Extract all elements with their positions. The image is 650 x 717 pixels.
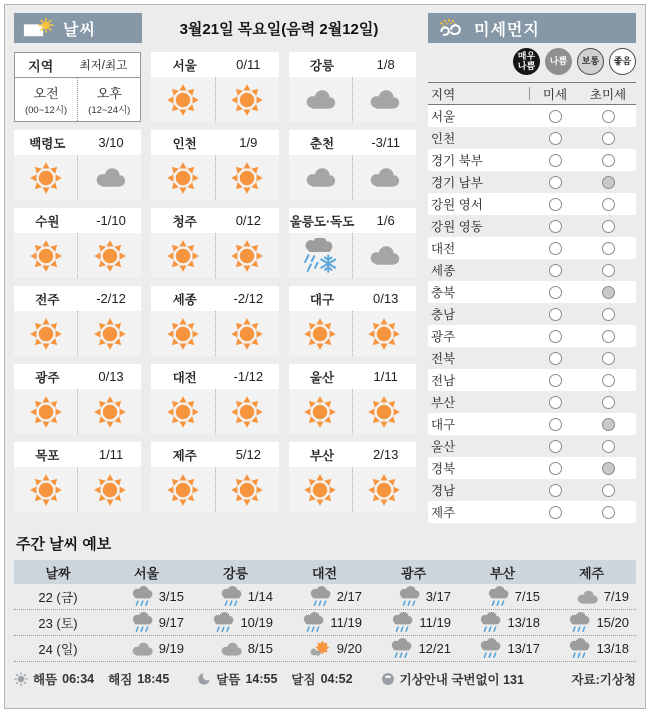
sun-icon [93, 317, 127, 351]
city-name: 청주 [172, 214, 197, 229]
city-min-max-temp: 0/13 [373, 291, 399, 306]
ultrafine-dust-level-dot [602, 440, 615, 453]
rain-icon [211, 612, 235, 634]
dust-table [428, 105, 636, 523]
dust-region: 경북 [431, 462, 456, 476]
cloud-icon [367, 244, 401, 266]
city-name: 목포 [35, 448, 60, 463]
city-min-max-temp: -1/10 [96, 213, 126, 228]
city-min-max-temp: -2/12 [96, 291, 126, 306]
dust-title: 미세먼지 [474, 21, 540, 39]
city-weather-cell [151, 130, 278, 200]
sunrise-label: 해뜸 [33, 673, 58, 687]
sun-icon [166, 395, 200, 429]
sun-icon [230, 395, 264, 429]
dust-legend [428, 43, 636, 82]
fine-dust-level-dot [549, 154, 562, 167]
rain-icon [567, 612, 591, 634]
city-weather-cell [289, 130, 416, 200]
dust-region: 충북 [431, 286, 456, 300]
dust-row [428, 457, 636, 479]
dust-region: 서울 [431, 110, 456, 124]
city-name: 울릉도·독도 [289, 214, 355, 229]
dust-region: 전북 [431, 352, 456, 366]
rain-icon [486, 586, 510, 608]
sun-icon [93, 473, 127, 507]
dust-region: 대구 [431, 418, 456, 432]
sun-icon [230, 83, 264, 117]
weekly-temp: 9/19 [158, 640, 184, 656]
city-name: 제주 [172, 448, 197, 463]
ultrafine-dust-level-dot [602, 418, 615, 431]
sun-icon [303, 395, 337, 429]
weekly-table-body [14, 584, 636, 662]
weekly-row [14, 584, 636, 610]
weekly-forecast-title: 주간 날씨 예보 [16, 536, 112, 553]
dust-row [428, 259, 636, 281]
city-min-max-temp: -1/12 [233, 369, 264, 384]
cloud-icon [575, 589, 599, 605]
legend-pm-hours: (12~24시) [88, 105, 131, 116]
dust-header-fine: 미세 [542, 87, 568, 102]
city-weather-cell [14, 286, 141, 356]
sun-icon [230, 239, 264, 273]
sunset-time: 18:45 [137, 672, 170, 686]
city-name: 부산 [309, 448, 335, 463]
rain-icon [478, 612, 502, 634]
city-min-max-temp: 3/10 [98, 135, 124, 150]
city-name: 전주 [35, 292, 60, 307]
dust-row [428, 215, 636, 237]
rain-icon [130, 586, 154, 608]
city-min-max-temp: 1/11 [373, 369, 398, 384]
rain-icon [397, 586, 421, 608]
city-weather-cell [289, 364, 416, 434]
weather-info-line [381, 670, 524, 688]
dust-region: 전남 [431, 374, 456, 388]
legend-am-hours: (00~12시) [24, 105, 68, 116]
sunset-label: 해짐 [108, 673, 133, 687]
cloud-icon [367, 88, 401, 110]
dust-region: 부산 [431, 396, 456, 410]
weekly-temp: 3/17 [425, 589, 451, 604]
city-name: 대전 [172, 370, 197, 385]
legend-pm-column [77, 78, 140, 121]
weekly-temp: 15/20 [596, 615, 629, 630]
fine-dust-level-dot [549, 176, 562, 189]
legend-region-label: 지역 [28, 58, 54, 74]
sun-icon [230, 317, 264, 351]
fine-dust-level-dot [549, 330, 562, 343]
cloud-icon [219, 641, 243, 657]
city-min-max-temp: -2/12 [233, 291, 264, 306]
dust-row [428, 501, 636, 523]
ultrafine-dust-level-dot [602, 286, 615, 299]
fine-dust-level-dot [549, 440, 562, 453]
city-min-max-temp: 1/8 [376, 57, 395, 72]
city-name: 춘천 [309, 136, 335, 151]
fine-dust-level-dot [549, 198, 562, 211]
fine-dust-level-dot [549, 220, 562, 233]
city-min-max-temp: 1/11 [98, 447, 124, 462]
sun-times [14, 670, 169, 688]
city-weather-cell [151, 442, 278, 512]
city-min-max-temp: 0/13 [98, 369, 124, 384]
weekly-temp: 7/19 [603, 588, 629, 604]
weekly-temp: 2/17 [336, 589, 362, 604]
ultrafine-dust-level-dot [602, 198, 615, 211]
weekly-temp: 10/19 [240, 615, 273, 630]
city-min-max-temp: 0/11 [236, 57, 261, 72]
city-weather-grid [14, 52, 416, 512]
dust-section-header [428, 13, 636, 43]
sun-icon [166, 161, 200, 195]
city-weather-cell [14, 442, 141, 512]
dust-region: 인천 [431, 132, 456, 146]
dust-row [428, 193, 636, 215]
city-min-max-temp: 5/12 [235, 447, 261, 462]
dust-table-header [428, 82, 636, 105]
moonrise-time: 14:55 [245, 672, 278, 686]
dust-row [428, 325, 636, 347]
ultrafine-dust-level-dot [602, 132, 615, 145]
sun-icon [29, 395, 63, 429]
dust-region: 대전 [431, 242, 456, 256]
weekly-forecast-section [14, 533, 636, 662]
city-weather-cell [289, 286, 416, 356]
sun-icon [166, 473, 200, 507]
dust-row [428, 479, 636, 501]
rain-icon [389, 638, 413, 660]
moonset-time: 04:52 [320, 672, 353, 686]
weekly-temp: 13/17 [507, 641, 540, 656]
sunrise-sun-icon [14, 672, 28, 686]
weekly-temp: 9/17 [158, 615, 184, 630]
weekly-temp: 7/15 [514, 589, 540, 604]
city-min-max-temp: -3/11 [371, 135, 401, 150]
weekly-table-header [14, 560, 636, 584]
legend-am-column [15, 78, 77, 121]
fine-dust-level-dot [549, 308, 562, 321]
city-name: 백령도 [29, 136, 66, 151]
dust-header-region: 지역 [431, 87, 456, 102]
weather-page [4, 4, 646, 709]
weekly-temp: 8/15 [247, 640, 273, 656]
sun-icon [29, 161, 63, 195]
cloud-icon [130, 641, 154, 657]
sun-icon [29, 317, 63, 351]
weather-info-text: 기상안내 국번없이 131 [399, 673, 524, 687]
city-weather-cell [289, 442, 416, 512]
fine-dust-level-dot [549, 462, 562, 475]
wind-dust-icon [437, 18, 467, 39]
dust-legend-bad: 나쁨 [545, 48, 572, 75]
fine-dust-level-dot [549, 484, 562, 497]
dust-row [428, 149, 636, 171]
sun-icon [367, 473, 401, 507]
weekly-col-date: 날짜 [45, 565, 71, 581]
legend-am-label: 오전 [33, 86, 59, 101]
dust-row [428, 281, 636, 303]
city-name: 서울 [172, 58, 197, 73]
city-weather-cell [14, 364, 141, 434]
weekly-col-seoul: 서울 [133, 565, 160, 581]
weekly-temp: 3/15 [158, 589, 184, 604]
dust-row [428, 413, 636, 435]
city-weather-cell [14, 130, 141, 200]
ultrafine-dust-level-dot [602, 264, 615, 277]
city-weather-cell [151, 52, 278, 122]
cloud-icon [367, 166, 401, 188]
weekly-temp: 11/19 [419, 615, 451, 630]
ultrafine-dust-level-dot [602, 396, 615, 409]
sun-icon [230, 473, 264, 507]
city-name: 울산 [309, 370, 335, 385]
dust-row [428, 369, 636, 391]
dust-region: 제주 [431, 506, 456, 520]
weekly-col-jeju: 제주 [578, 565, 605, 581]
weekly-col-gangneung: 강릉 [222, 565, 249, 581]
rain-icon [308, 586, 332, 608]
dust-legend-good: 좋음 [609, 48, 636, 75]
moonset-label: 달짐 [291, 673, 316, 687]
dust-region: 충남 [431, 308, 456, 322]
city-name: 인천 [172, 136, 197, 151]
sun-icon [303, 473, 337, 507]
dust-row [428, 105, 636, 127]
fine-dust-level-dot [549, 418, 562, 431]
city-weather-cell [289, 52, 416, 122]
city-weather-cell [151, 364, 278, 434]
fine-dust-level-dot [549, 506, 562, 519]
fine-dust-level-dot [549, 374, 562, 387]
weekly-row [14, 636, 636, 662]
city-weather-cell [151, 286, 278, 356]
ultrafine-dust-level-dot [602, 352, 615, 365]
fine-dust-level-dot [549, 286, 562, 299]
weekly-date: 23 (토) [38, 616, 78, 631]
phone-icon [381, 672, 395, 686]
cloud-icon [303, 166, 337, 188]
sun-icon [367, 395, 401, 429]
weather-section-header [14, 13, 142, 43]
rain-icon [478, 638, 502, 660]
weekly-temp: 12/21 [418, 641, 451, 656]
date-heading: 3월21일 목요일(음력 2월12일) [179, 20, 379, 38]
ultrafine-dust-level-dot [602, 506, 615, 519]
weekly-temp: 13/18 [596, 641, 629, 656]
city-name: 대구 [309, 292, 335, 307]
dust-legend-normal: 보통 [577, 48, 604, 75]
dust-region: 경남 [431, 484, 456, 498]
cloud-icon [303, 88, 337, 110]
sun-icon [230, 161, 264, 195]
ultrafine-dust-level-dot [602, 242, 615, 255]
weekly-temp: 11/19 [330, 615, 362, 630]
dust-row [428, 171, 636, 193]
dust-header-ultrafine: 초미세 [589, 87, 627, 102]
weather-title: 날씨 [63, 21, 96, 39]
fine-dust-level-dot [549, 396, 562, 409]
weekly-date: 24 (일) [38, 642, 78, 657]
ultrafine-dust-level-dot [602, 462, 615, 475]
weekly-temp: 9/20 [336, 641, 362, 656]
ultrafine-dust-level-dot [602, 110, 615, 123]
sun-icon [367, 317, 401, 351]
city-name: 광주 [35, 370, 60, 385]
dust-region: 경기 남부 [431, 176, 483, 190]
sun-icon [166, 83, 200, 117]
city-name: 강릉 [309, 58, 335, 73]
city-weather-cell [14, 208, 141, 278]
moonrise-label: 달뜸 [216, 673, 241, 687]
sun-card-icon [23, 17, 56, 39]
ultrafine-dust-level-dot [602, 484, 615, 497]
rain-icon [219, 586, 243, 608]
legend-minmax-label: 최저/최고 [79, 60, 128, 72]
dust-region: 광주 [431, 330, 456, 344]
dust-legend-verybad: 매우나쁨 [513, 48, 540, 75]
ultrafine-dust-level-dot [602, 330, 615, 343]
ultrafine-dust-level-dot [602, 374, 615, 387]
dust-region: 울산 [431, 440, 456, 454]
rain-icon [567, 638, 591, 660]
dust-row [428, 347, 636, 369]
city-min-max-temp: 1/9 [239, 135, 258, 150]
weekly-date: 22 (금) [38, 590, 78, 605]
rain-icon [301, 612, 325, 634]
fine-dust-level-dot [549, 110, 562, 123]
weekly-col-gwangju: 광주 [400, 565, 427, 581]
source-credit: 자료:기상청 [571, 673, 636, 687]
city-min-max-temp: 2/13 [373, 447, 399, 462]
weekly-row [14, 610, 636, 636]
city-weather-cell [151, 208, 278, 278]
weekly-col-daejeon: 대전 [311, 565, 338, 581]
cloud-icon [93, 166, 127, 188]
dust-region: 세종 [431, 264, 456, 278]
fine-dust-level-dot [549, 264, 562, 277]
footer [14, 670, 636, 688]
ultrafine-dust-level-dot [602, 176, 615, 189]
dust-row [428, 237, 636, 259]
city-min-max-temp: 1/6 [376, 213, 395, 228]
moonrise-moon-icon [197, 672, 211, 686]
city-name: 수원 [35, 214, 60, 229]
weekly-temp: 1/14 [247, 589, 273, 604]
dust-row [428, 391, 636, 413]
dust-region: 강원 영서 [431, 198, 483, 212]
legend-pm-label: 오후 [96, 86, 122, 101]
dust-region: 경기 북부 [431, 154, 483, 168]
city-name: 세종 [172, 292, 197, 307]
sun-icon [93, 239, 127, 273]
rain-icon [390, 612, 414, 634]
sun-icon [166, 239, 200, 273]
fine-dust-level-dot [549, 132, 562, 145]
sun-icon [93, 395, 127, 429]
dust-row [428, 127, 636, 149]
rainsnow-icon [301, 238, 339, 273]
suncloud-icon [308, 638, 332, 660]
fine-dust-level-dot [549, 242, 562, 255]
weather-legend-box [14, 52, 141, 122]
sun-icon [29, 239, 63, 273]
ultrafine-dust-level-dot [602, 154, 615, 167]
dust-row [428, 435, 636, 457]
city-min-max-temp: 0/12 [235, 213, 261, 228]
dust-region: 강원 영동 [431, 220, 483, 234]
weekly-col-busan: 부산 [489, 565, 516, 581]
sunrise-time: 06:34 [62, 672, 95, 686]
dust-row [428, 303, 636, 325]
ultrafine-dust-level-dot [602, 308, 615, 321]
rain-icon [130, 612, 154, 634]
sun-icon [166, 317, 200, 351]
fine-dust-level-dot [549, 352, 562, 365]
moon-times [197, 670, 352, 688]
city-weather-cell [289, 208, 416, 278]
sun-icon [303, 317, 337, 351]
sun-icon [29, 473, 63, 507]
ultrafine-dust-level-dot [602, 220, 615, 233]
weekly-temp: 13/18 [507, 615, 540, 630]
